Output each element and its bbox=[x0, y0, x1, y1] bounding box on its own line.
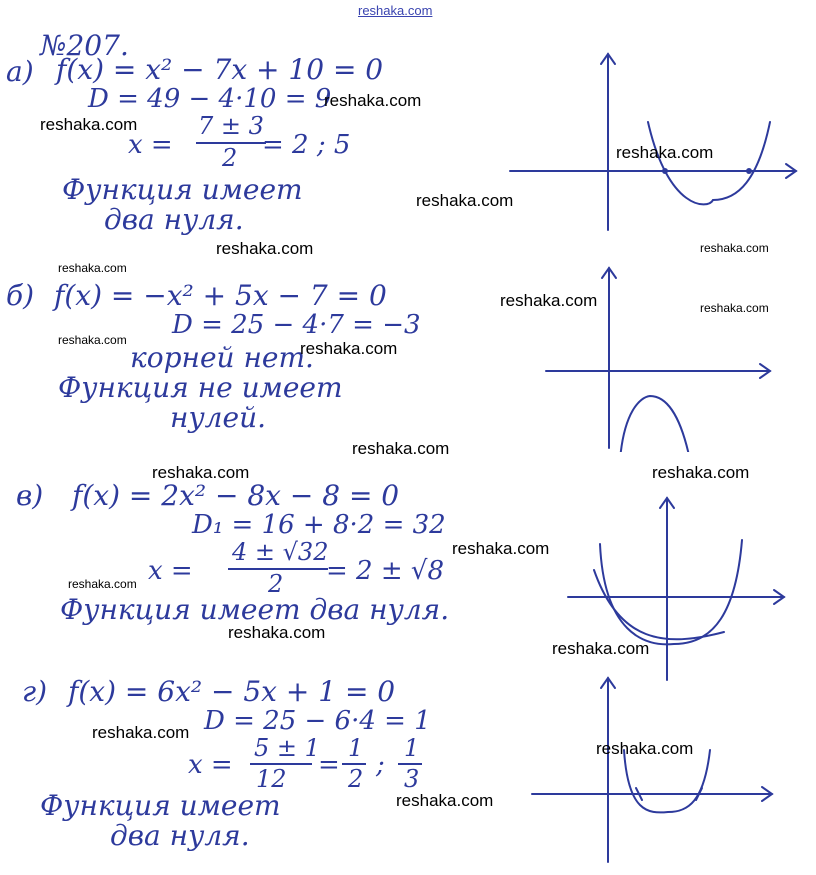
part-a-x-label: x = bbox=[128, 130, 173, 160]
part-g-root2-numerator: 1 bbox=[404, 734, 420, 762]
watermark: reshaka.com bbox=[616, 143, 714, 162]
watermark: reshaka.com bbox=[58, 261, 127, 275]
parabola-graph-g bbox=[528, 672, 778, 867]
part-b-text3: нулей. bbox=[170, 401, 267, 434]
watermark: reshaka.com bbox=[396, 791, 494, 810]
part-v-fraction-numerator: 4 ± √32 bbox=[232, 538, 329, 566]
watermark: reshaka.com bbox=[652, 463, 750, 482]
part-g-x-label: x = bbox=[188, 750, 233, 780]
watermark: reshaka.com bbox=[40, 115, 138, 134]
watermark: reshaka.com bbox=[352, 439, 450, 458]
watermark: reshaka.com bbox=[324, 91, 422, 110]
part-g-conclusion-line2: два нуля. bbox=[110, 819, 250, 852]
part-g-separator: ; bbox=[376, 750, 385, 780]
watermark: reshaka.com bbox=[216, 239, 314, 258]
part-v-fraction-denominator: 2 bbox=[268, 570, 284, 598]
part-g-equals: = bbox=[318, 750, 340, 780]
watermark: reshaka.com bbox=[416, 191, 514, 210]
part-b-equation: f(x) = −x² + 5x − 7 = 0 bbox=[54, 279, 387, 312]
part-a-roots: = 2 ; 5 bbox=[262, 130, 351, 160]
problem-number: №207. bbox=[40, 29, 129, 62]
part-v-roots: = 2 ± √8 bbox=[326, 556, 445, 586]
watermark: reshaka.com bbox=[700, 241, 769, 255]
part-g-root1-numerator: 1 bbox=[348, 734, 364, 762]
watermark: reshaka.com bbox=[92, 723, 190, 742]
part-a-equation: f(x) = x² − 7x + 10 = 0 bbox=[56, 53, 384, 86]
part-v-conclusion: Функция имеет два нуля. bbox=[60, 593, 450, 626]
part-v-letter: в) bbox=[16, 479, 44, 512]
watermark: reshaka.com bbox=[596, 739, 694, 758]
part-b-text2: Функция не имеет bbox=[58, 371, 343, 404]
part-a-letter: а) bbox=[6, 55, 34, 88]
part-g-discriminant: D = 25 − 6·4 = 1 bbox=[204, 706, 431, 736]
part-b-discriminant: D = 25 − 4·7 = −3 bbox=[172, 310, 421, 340]
watermark: reshaka.com bbox=[58, 333, 127, 347]
watermark: reshaka.com bbox=[552, 639, 650, 658]
part-a-discriminant: D = 49 − 4·10 = 9 bbox=[88, 84, 332, 114]
part-v-discriminant: D₁ = 16 + 8·2 = 32 bbox=[192, 510, 446, 540]
watermark: reshaka.com bbox=[300, 339, 398, 358]
watermark: reshaka.com bbox=[228, 623, 326, 642]
part-b-letter: б) bbox=[6, 279, 35, 312]
watermark: reshaka.com bbox=[452, 539, 550, 558]
part-g-root2-denominator: 3 bbox=[404, 765, 420, 793]
part-g-conclusion-line1: Функция имеет bbox=[40, 789, 281, 822]
part-g-letter: г) bbox=[22, 675, 48, 708]
part-g-equation: f(x) = 6x² − 5x + 1 = 0 bbox=[68, 675, 396, 708]
watermark: reshaka.com bbox=[500, 291, 598, 310]
part-v-equation: f(x) = 2x² − 8x − 8 = 0 bbox=[72, 479, 400, 512]
watermark: reshaka.com bbox=[700, 301, 769, 315]
part-a-fraction-numerator: 7 ± 3 bbox=[198, 112, 264, 140]
part-g-fraction-denominator: 12 bbox=[256, 765, 287, 793]
site-header-link[interactable]: reshaka.com bbox=[358, 3, 433, 18]
part-a-fraction-denominator: 2 bbox=[222, 144, 238, 172]
part-g-fraction-numerator: 5 ± 1 bbox=[254, 734, 320, 762]
watermark: reshaka.com bbox=[68, 577, 137, 591]
part-b-text1: корней нет. bbox=[130, 341, 314, 374]
watermark: reshaka.com bbox=[152, 463, 250, 482]
part-v-x-label: x = bbox=[148, 556, 193, 586]
part-a-conclusion-line2: два нуля. bbox=[104, 203, 244, 236]
part-a-conclusion-line1: Функция имеет bbox=[62, 173, 303, 206]
part-g-root1-denominator: 2 bbox=[348, 765, 364, 793]
